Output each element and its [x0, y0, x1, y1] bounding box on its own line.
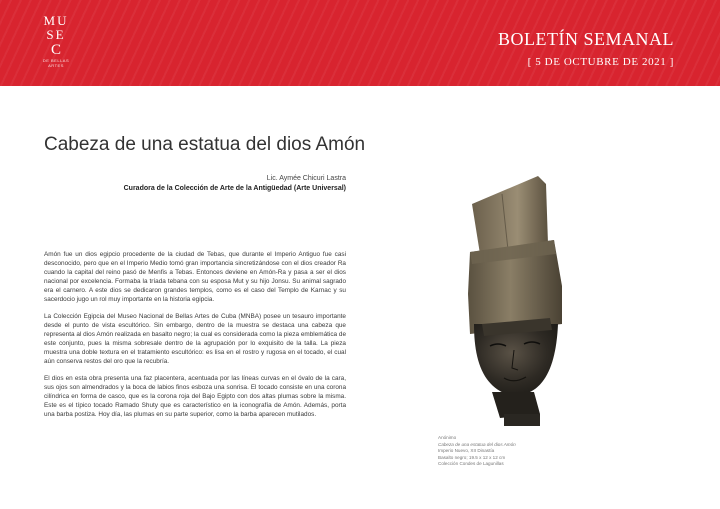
author-role: Curadora de la Colección de Arte de la Antigüedad (Arte Universal)	[123, 185, 346, 192]
logo-text-4: DE BELLAS ARTES	[42, 58, 70, 68]
article-title: Cabeza de una estatua del dios Amón	[44, 134, 366, 155]
logo-text-1: MU	[43, 13, 69, 28]
museum-logo[interactable]	[38, 14, 74, 68]
logo-text-2: SE	[46, 27, 66, 42]
paragraph-1: Amón fue un dios egipcio procedente de la ciudad de Tebas, que durante el Imperio Antiguo fue casi desconocido, pero que en el Imperio Medio tomó gran importancia sincretizándose con el dios creador Ra cuando la capital del reino pasó de Menfis a Tebas. Entonces deviene en Amón-Ra y pasa a ser el dios nacional por excelencia. Formaba la tríada tebana con su esposa Mut y su hijo Jonsu. Su animal sagrado era el carnero. A este dios se dedicaron grandes templos, como es el caso del Templo de Karnac y su sacerdocio jugo un rol muy importante en la historia egipcia.	[44, 251, 346, 303]
bulletin-title: BOLETÍN SEMANAL	[498, 29, 674, 49]
article-body	[44, 250, 346, 427]
sculpture-photo	[430, 174, 658, 432]
amun-head-image	[430, 174, 658, 432]
bulletin-date: [ 5 DE OCTUBRE DE 2021 ]	[527, 56, 674, 68]
photo-caption	[438, 435, 516, 468]
caption-period: Imperio Nuevo, XII Dinastía	[438, 448, 495, 454]
caption-material: Basalto negro; 19.5 x 12 x 12 cm	[438, 454, 506, 460]
author-block	[124, 174, 346, 194]
paragraph-3: El dios en esta obra presenta una faz placentera, acentuada por las líneas curvas en el óvalo de la cara, sus ojos son almendrados y la boca de labios finos esboza una sonrisa. El tocado consiste en una corona cilíndrica en forma de casco, que es la corona roja del Bajo Egipto con dos altas plumas sobre la misma. Este es el típico tocado Ramado Shuty que es característico en la iconografía de Amón. Además, porta una barba postiza. Hoy día, las plumas en su parte superior, como la barba aparecen mutilados.	[44, 375, 346, 418]
bulletin-heading	[498, 29, 674, 69]
author-name: Lic. Aymée Chicuri Lastra	[266, 175, 346, 182]
plumes-shape	[472, 176, 548, 254]
header-banner	[0, 0, 720, 86]
caption-artist: Anónimo	[438, 435, 457, 440]
caption-collection: Colección Condes de Lagunillas	[438, 461, 504, 467]
logo-text-3: C	[50, 42, 61, 58]
paragraph-2: La Colección Egipcia del Museo Nacional de Bellas Artes de Cuba (MNBA) posee un tesauro importante desde el punto de vista escultórico. Sin embargo, dentro de la muestra se destaca una cabeza que representa al dios Amón realizada en basalto negro; la cual es considerada como la pieza emblemática de este conjunto, pues la misma sobresale dentro de la agrupación por lo exquisito de la talla. La pieza muestra una doble textura en el tratamiento escultórico: es lisa en el rostro y rugosa en el tocado, el cual aún conserva restos del oro que la recubría.	[44, 313, 346, 365]
caption-title: Cabeza de una estatua del dios Amón	[438, 441, 516, 447]
